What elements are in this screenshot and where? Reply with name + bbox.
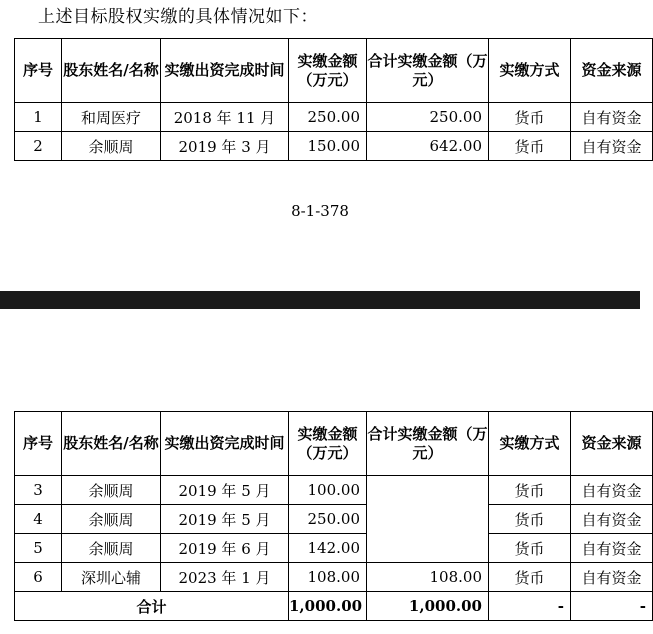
table-header-row [15,39,653,103]
header-source: 资金来源 [571,39,653,103]
cell-total: 108.00 [367,563,489,592]
cell-method: 货币 [489,132,571,161]
cell-amount: 108.00 [289,563,367,592]
capital-table-2 [14,411,653,621]
cell-holder: 和周医疗 [62,103,161,132]
cell-method: 货币 [489,563,571,592]
cell-total: 250.00 [367,103,489,132]
cell-method: 货币 [489,476,571,505]
table-row [15,534,653,563]
totals-amount: 1,000.00 [289,592,367,621]
cell-seq: 6 [15,563,62,592]
cell-seq: 3 [15,476,62,505]
cell-amount: 250.00 [289,505,367,534]
totals-label: 合计 [15,592,289,621]
cell-time: 2023 年 1 月 [161,563,289,592]
header-amount: 实缴金额（万元） [289,412,367,476]
header-method: 实缴方式 [489,39,571,103]
header-time: 实缴出资完成时间 [161,39,289,103]
table-row [15,103,653,132]
cell-source: 自有资金 [571,505,653,534]
cell-amount: 150.00 [289,132,367,161]
header-time: 实缴出资完成时间 [161,412,289,476]
table-row [15,505,653,534]
cell-method: 货币 [489,505,571,534]
header-seq: 序号 [15,412,62,476]
page-divider [0,291,640,309]
cell-source: 自有资金 [571,476,653,505]
cell-amount: 100.00 [289,476,367,505]
capital-table-1 [14,38,653,161]
cell-source: 自有资金 [571,103,653,132]
cell-method: 货币 [489,534,571,563]
table-row [15,563,653,592]
cell-total: 642.00 [367,132,489,161]
cell-seq: 4 [15,505,62,534]
cell-amount: 142.00 [289,534,367,563]
totals-total: 1,000.00 [367,592,489,621]
totals-method: - [489,592,571,621]
cell-holder: 余顺周 [62,476,161,505]
cell-source: 自有资金 [571,563,653,592]
cell-source: 自有资金 [571,132,653,161]
cell-method: 货币 [489,103,571,132]
cell-holder: 余顺周 [62,505,161,534]
totals-source: - [571,592,653,621]
cell-holder: 余顺周 [62,132,161,161]
page-number: 8-1-378 [291,202,349,220]
header-total: 合计实缴金额（万元） [367,39,489,103]
table-row [15,476,653,505]
header-seq: 序号 [15,39,62,103]
header-amount: 实缴金额（万元） [289,39,367,103]
cell-time: 2019 年 3 月 [161,132,289,161]
header-holder: 股东姓名/名称 [62,39,161,103]
header-holder: 股东姓名/名称 [62,412,161,476]
cell-holder: 深圳心辅 [62,563,161,592]
cell-seq: 2 [15,132,62,161]
table-row [15,132,653,161]
totals-row [15,592,653,621]
header-method: 实缴方式 [489,412,571,476]
cell-time: 2019 年 5 月 [161,476,289,505]
cell-time: 2019 年 6 月 [161,534,289,563]
cell-seq: 1 [15,103,62,132]
table-header-row [15,412,653,476]
intro-text: 上述目标股权实缴的具体情况如下： [38,7,318,27]
cell-time: 2018 年 11 月 [161,103,289,132]
cell-total-merged [367,476,489,563]
cell-time: 2019 年 5 月 [161,505,289,534]
header-source: 资金来源 [571,412,653,476]
header-total: 合计实缴金额（万元） [367,412,489,476]
cell-amount: 250.00 [289,103,367,132]
cell-holder: 余顺周 [62,534,161,563]
cell-source: 自有资金 [571,534,653,563]
cell-seq: 5 [15,534,62,563]
